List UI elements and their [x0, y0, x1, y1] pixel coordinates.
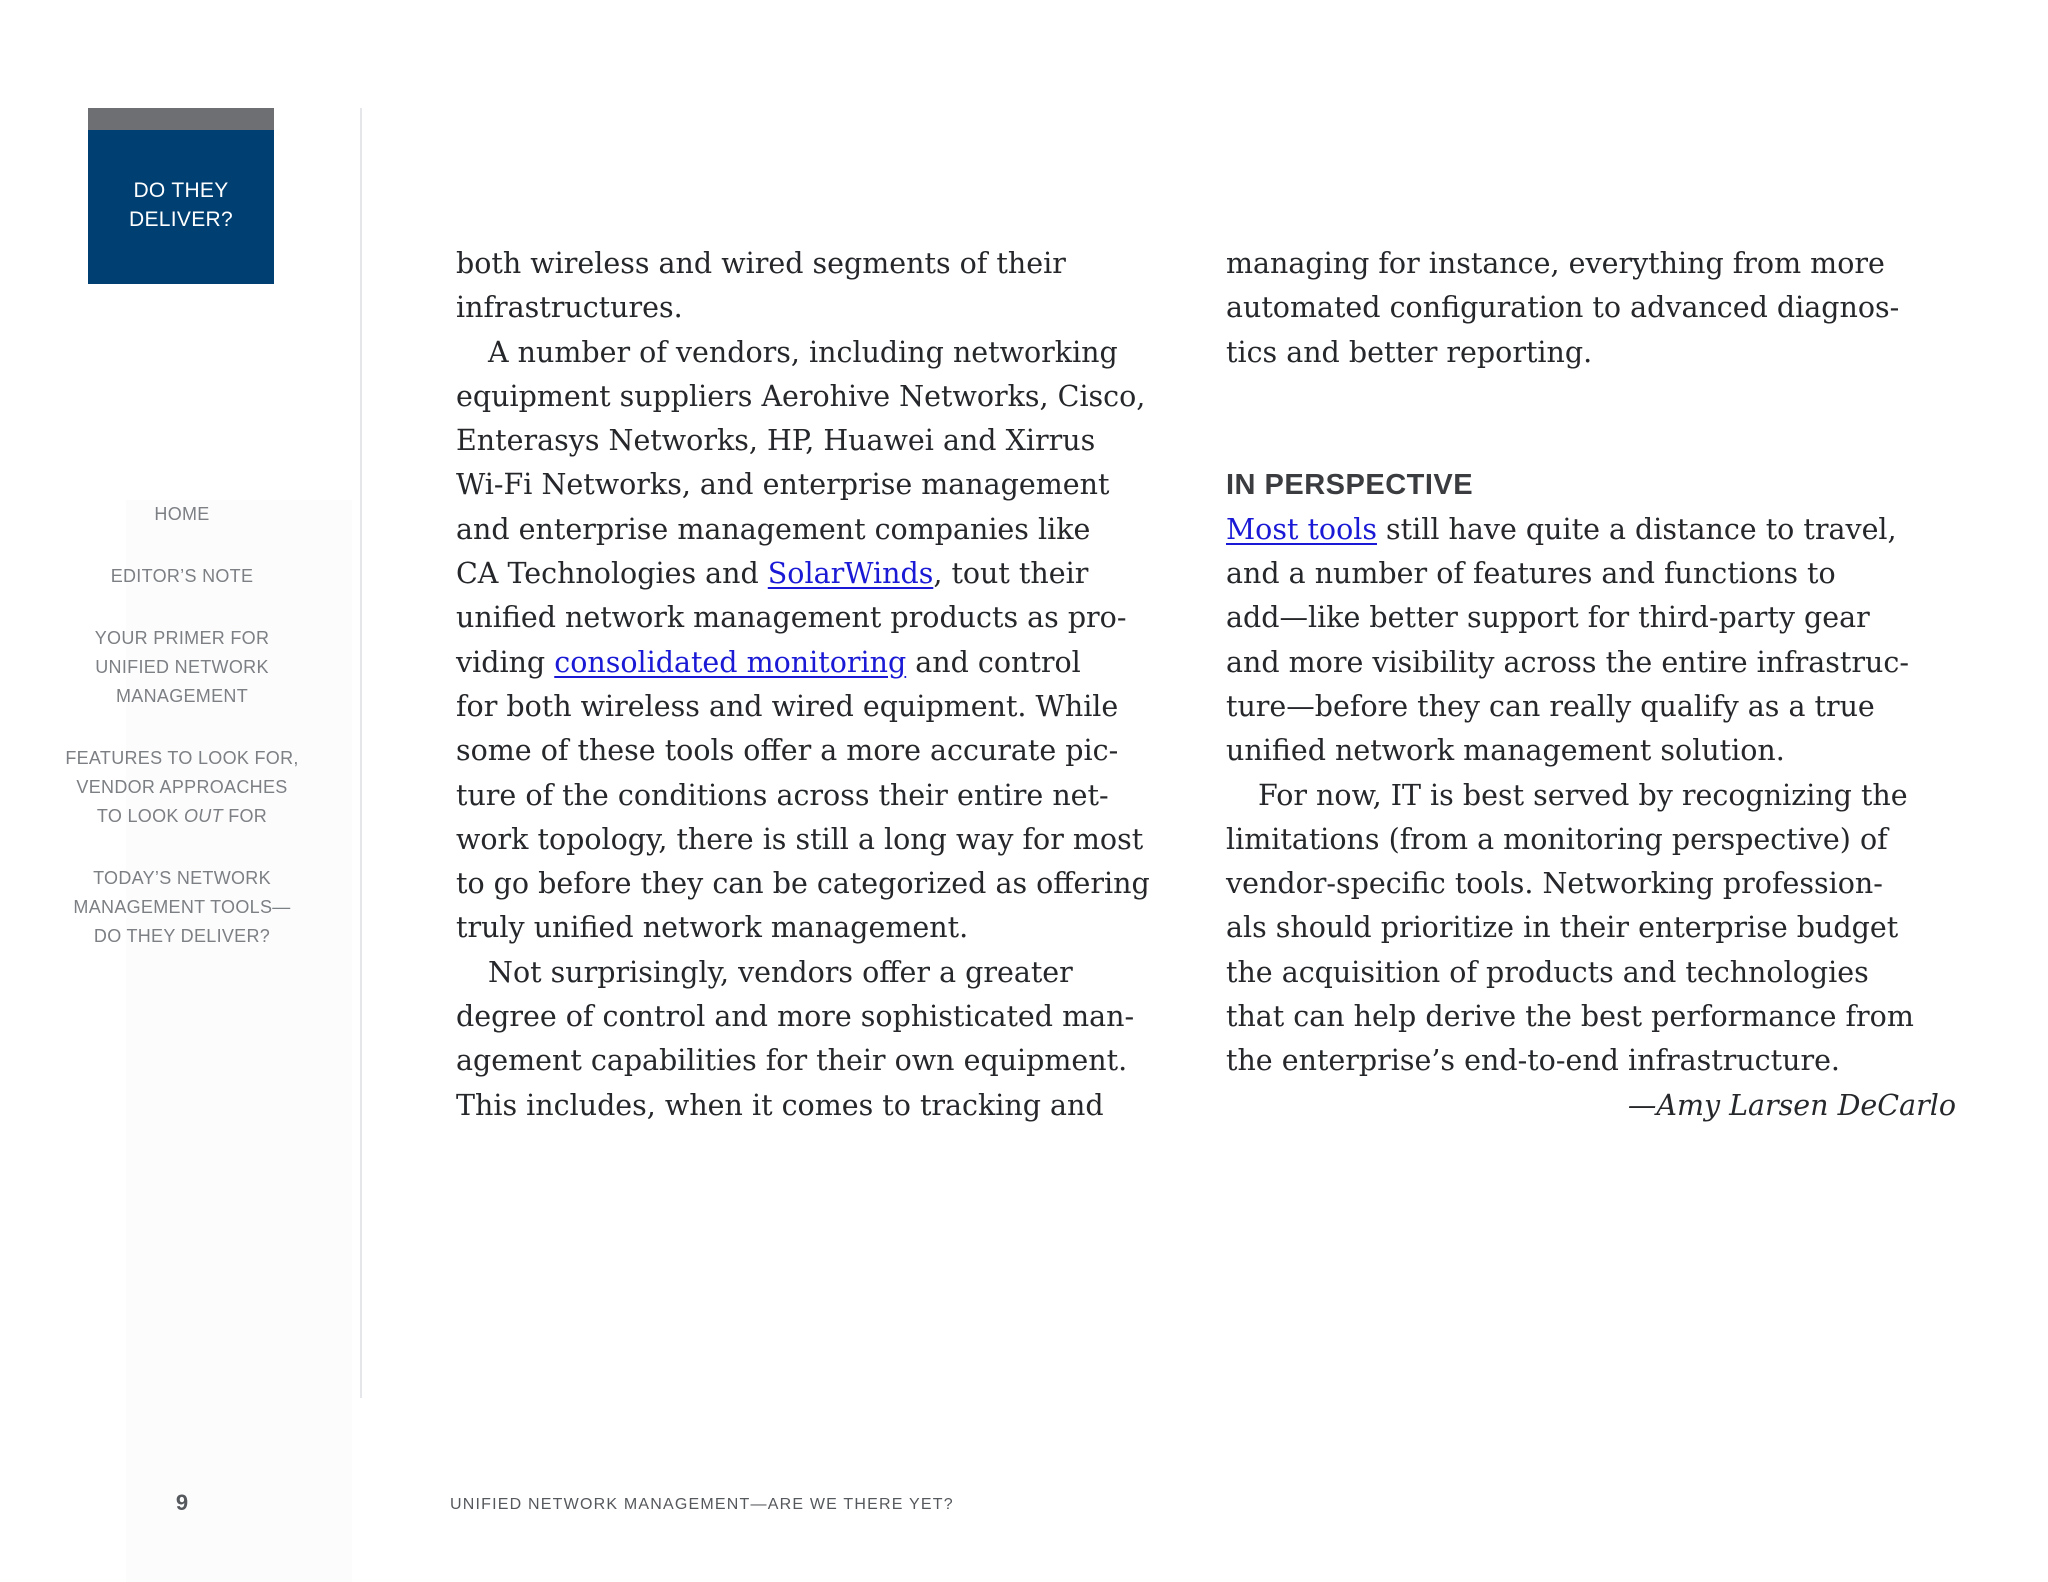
text-line: and enterprise management companies like	[456, 512, 1091, 546]
spacer	[1226, 375, 1956, 464]
nav-item-home[interactable]	[40, 500, 324, 529]
nav-item-features-line3b: FOR	[222, 806, 268, 826]
page-number: 9	[175, 1490, 189, 1515]
most-tools-link[interactable]: Most tools	[1226, 512, 1377, 546]
section-tab-stripe	[88, 108, 274, 130]
nav-item-features-line3-italic: OUT	[183, 806, 223, 826]
text-line: tics and better reporting.	[1226, 335, 1593, 369]
text-fragment: viding	[456, 645, 555, 679]
section-heading: IN PERSPECTIVE	[1226, 469, 1474, 502]
consolidated-monitoring-link[interactable]: consolidated monitoring	[554, 645, 907, 679]
text-line: ture of the conditions across their entire net-	[456, 778, 1109, 812]
author-byline: —Amy Larsen DeCarlo	[1627, 1088, 1956, 1122]
text-line: to go before they can be categorized as offering	[456, 867, 1150, 901]
text-fragment: still have quite a distance to travel,	[1377, 512, 1897, 546]
nav-item-home-label: HOME	[154, 504, 210, 524]
text-line: some of these tools offer a more accurate pic-	[456, 734, 1119, 768]
nav-item-editors-note[interactable]	[40, 562, 324, 591]
text-line: Not surprisingly, vendors offer a greater	[488, 955, 1073, 989]
text-line: managing for instance, everything from more	[1226, 247, 1885, 280]
text-line: als should prioritize in their enterprise budget	[1226, 911, 1899, 945]
text-line: agement capabilities for their own equipment.	[456, 1044, 1128, 1078]
sidebar-divider	[360, 108, 362, 1398]
text-line	[456, 552, 1176, 596]
nav-item-tools-line3: DO THEY DELIVER?	[93, 926, 271, 946]
section-tab[interactable]	[88, 108, 274, 284]
text-line: automated configuration to advanced diagnos-	[1226, 291, 1900, 325]
nav-item-features[interactable]	[40, 744, 324, 831]
text-line: limitations (from a monitoring perspective) of	[1226, 822, 1888, 856]
nav-item-primer-line1: YOUR PRIMER FOR	[94, 628, 270, 648]
text-line: ture—before they can really qualify as a true	[1226, 689, 1875, 723]
body-column-right	[1226, 242, 1956, 1128]
text-line: and a number of features and functions to	[1226, 557, 1836, 591]
text-line: truly unified network management.	[456, 911, 969, 945]
text-line: the enterprise’s end-to-end infrastructure.	[1226, 1044, 1840, 1078]
section-tab-label	[88, 176, 274, 234]
nav-item-editors-note-label: EDITOR’S NOTE	[110, 566, 254, 586]
text-line: and more visibility across the entire infrastruc-	[1226, 645, 1909, 679]
text-fragment: CA Technologies and	[456, 557, 768, 591]
text-line: unified network management solution.	[1226, 734, 1785, 768]
footer-title: UNIFIED NETWORK MANAGEMENT—ARE WE THERE YET?	[450, 1496, 954, 1513]
text-line	[456, 641, 1176, 685]
text-line: vendor-specific tools. Networking profession-	[1226, 867, 1883, 901]
text-line: work topology, there is still a long way for most	[456, 822, 1144, 856]
text-line: For now, IT is best served by recognizing the	[1258, 778, 1908, 812]
text-line: degree of control and more sophisticated man-	[456, 1000, 1135, 1034]
nav-item-primer-line3: MANAGEMENT	[115, 686, 248, 706]
text-line: infrastructures.	[456, 291, 683, 325]
text-line: A number of vendors, including networking	[488, 335, 1118, 369]
nav-item-tools-line2: MANAGEMENT TOOLS—	[73, 897, 291, 917]
section-tab-label-line2: DELIVER?	[129, 208, 233, 231]
nav-item-tools[interactable]	[40, 864, 324, 951]
nav-item-primer-line2: UNIFIED NETWORK	[95, 657, 269, 677]
text-line: both wireless and wired segments of their	[456, 247, 1066, 280]
nav-item-tools-line1: TODAY’S NETWORK	[93, 868, 271, 888]
text-fragment: and control	[906, 645, 1081, 679]
body-column-left	[456, 242, 1176, 1128]
text-line: equipment suppliers Aerohive Networks, Cisco,	[456, 379, 1146, 413]
nav-item-features-line3a: TO LOOK	[96, 806, 184, 826]
text-line: the acquisition of products and technologies	[1226, 955, 1869, 989]
text-line: Wi-Fi Networks, and enterprise management	[456, 468, 1110, 502]
solarwinds-link[interactable]: SolarWinds	[767, 557, 934, 591]
section-tab-label-line1: DO THEY	[133, 179, 229, 202]
text-line: unified network management products as pro-	[456, 601, 1127, 635]
text-line: This includes, when it comes to tracking and	[456, 1088, 1104, 1122]
text-line: add—like better support for third-party gear	[1226, 601, 1870, 635]
nav-item-features-line1: FEATURES TO LOOK FOR,	[65, 748, 299, 768]
sidebar-nav	[40, 500, 324, 984]
text-line: for both wireless and wired equipment. While	[456, 689, 1119, 723]
text-line	[1226, 508, 1956, 552]
text-line: Enterasys Networks, HP, Huawei and Xirrus	[456, 424, 1096, 458]
text-fragment: , tout their	[933, 557, 1089, 591]
nav-item-primer[interactable]	[40, 624, 324, 711]
text-line: that can help derive the best performance from	[1226, 1000, 1914, 1034]
nav-item-features-line2: VENDOR APPROACHES	[76, 777, 288, 797]
